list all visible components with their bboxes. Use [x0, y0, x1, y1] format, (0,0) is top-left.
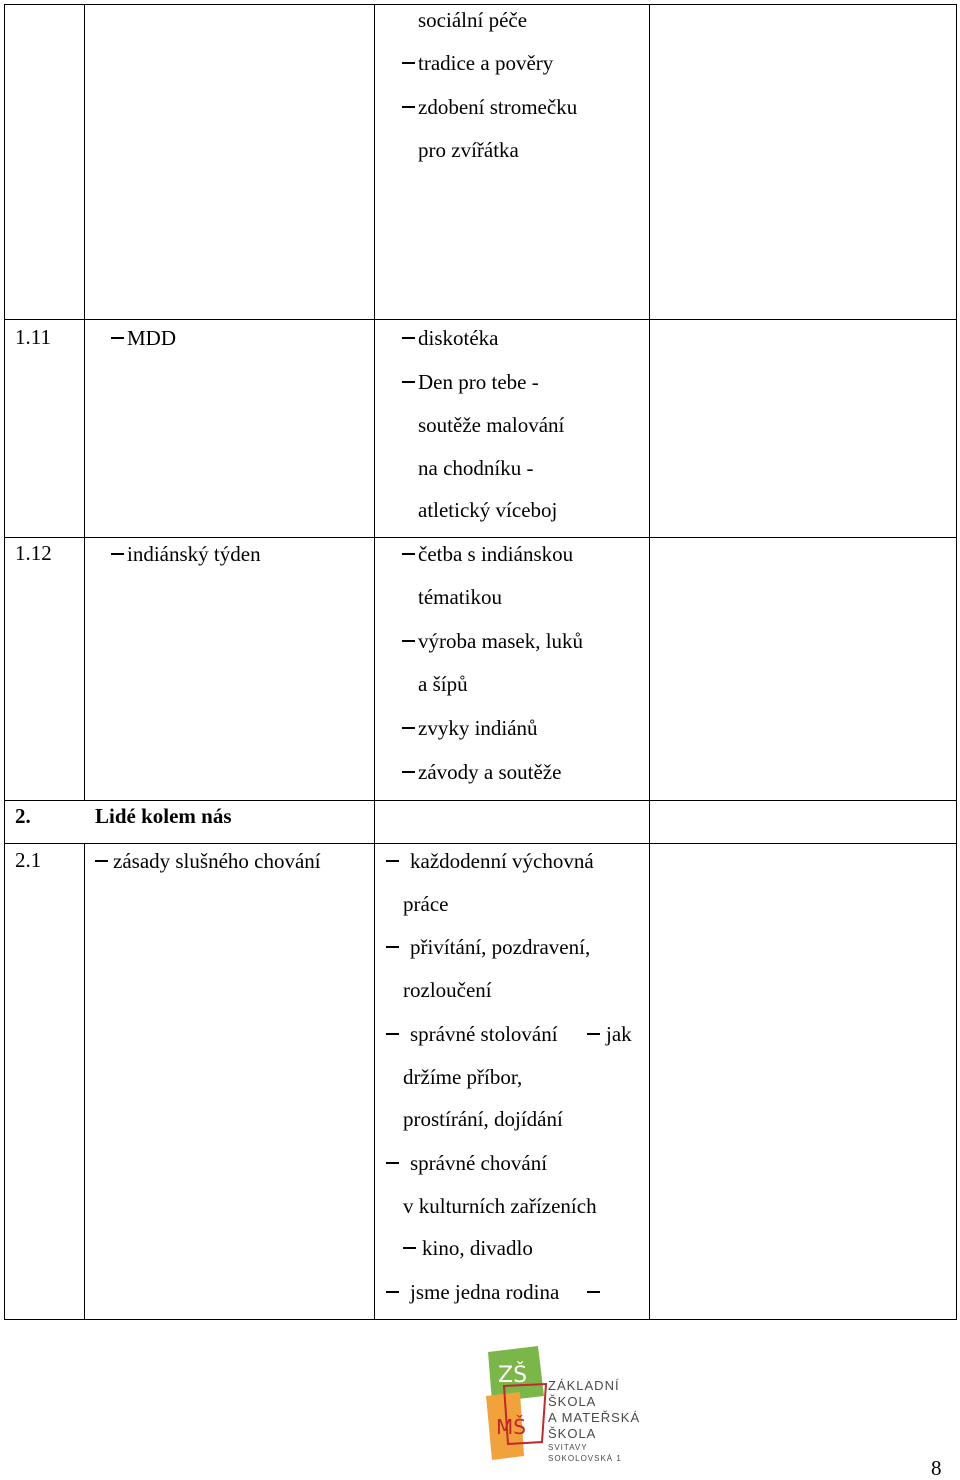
table-row-divider	[4, 800, 957, 801]
activity-item: četba s indiánskou	[418, 542, 574, 566]
logo-line: ŠKOLA	[548, 1394, 597, 1409]
table-border-bottom	[4, 1319, 957, 1320]
activity-item: atletický víceboj	[418, 498, 558, 522]
activity-item: na chodníku -	[418, 456, 534, 480]
activity-item: prostírání, dojídání	[403, 1107, 563, 1131]
dash-bullet	[95, 860, 108, 862]
row-number: 1.11	[15, 325, 51, 349]
dash-bullet	[587, 1033, 600, 1035]
activity-item: rozloučení	[403, 978, 492, 1002]
table-column-divider	[649, 4, 650, 1320]
dash-bullet	[386, 1291, 399, 1293]
activity-item: výroba masek, luků	[418, 629, 584, 653]
table-column-divider	[84, 843, 85, 1320]
logo-line: A MATEŘSKÁ	[548, 1410, 641, 1425]
logo-mark-zs: ZŠ	[498, 1363, 528, 1388]
activity-item: sociální péče	[418, 8, 528, 32]
dash-bullet	[402, 727, 415, 729]
dash-bullet	[402, 381, 415, 383]
activity-item: přivítání, pozdravení,	[410, 935, 591, 959]
logo-line: ZÁKLADNÍ	[548, 1378, 620, 1393]
logo-line: SVITAVY	[548, 1443, 588, 1452]
table-column-divider	[374, 4, 375, 1320]
table-row-divider	[4, 319, 957, 320]
dash-bullet	[111, 553, 124, 555]
table-border-right	[956, 4, 957, 1320]
dash-bullet	[386, 1162, 399, 1164]
dash-bullet	[386, 1033, 399, 1035]
topic: indiánský týden	[127, 542, 261, 566]
activity-item: správné chování	[410, 1151, 548, 1175]
activity-item: tradice a pověry	[418, 51, 554, 75]
activity-item: zvyky indiánů	[418, 716, 538, 740]
activity-item: pro zvířátka	[418, 138, 519, 162]
activity-item: každodenní výchovná	[410, 849, 594, 873]
logo-line: ŠKOLA	[548, 1426, 597, 1441]
row-number: 2.1	[15, 848, 42, 872]
topic: MDD	[127, 326, 177, 350]
logo-line: SOKOLOVSKÁ 1	[548, 1454, 622, 1463]
activity-item: zdobení stromečku	[418, 95, 578, 119]
dash-bullet	[402, 553, 415, 555]
activity-item: tématikou	[418, 585, 502, 609]
dash-bullet	[402, 106, 415, 108]
dash-bullet	[402, 640, 415, 642]
page-number: 8	[931, 1456, 942, 1480]
activity-item: diskotéka	[418, 326, 499, 350]
logo-mark-ms: MŠ	[496, 1415, 526, 1439]
row-number: 1.12	[15, 541, 52, 565]
activity-item: práce	[403, 892, 449, 916]
activity-item: soutěže malování	[418, 413, 565, 437]
dash-bullet	[111, 337, 124, 339]
dash-bullet	[403, 1247, 416, 1249]
activity-item: držíme příbor,	[403, 1065, 523, 1089]
activity-item: jak	[606, 1022, 632, 1046]
dash-bullet	[386, 860, 399, 862]
dash-bullet	[402, 62, 415, 64]
school-logo-mark	[480, 1344, 550, 1472]
dash-bullet	[402, 771, 415, 773]
table-column-divider	[84, 4, 85, 800]
dash-bullet	[386, 946, 399, 948]
table-row-divider	[4, 537, 957, 538]
section-title: Lidé kolem nás	[95, 804, 232, 828]
dash-bullet	[587, 1291, 600, 1293]
activity-item: Den pro tebe -	[418, 370, 539, 394]
activity-item: správné stolování	[410, 1022, 558, 1046]
dash-bullet	[402, 337, 415, 339]
table-border-left	[4, 4, 5, 1320]
activity-item: jsme jedna rodina	[410, 1280, 560, 1304]
table-row-divider	[4, 843, 957, 844]
activity-item: závody a soutěže	[418, 760, 562, 784]
table-border-top	[4, 4, 957, 5]
activity-item: a šípů	[418, 672, 468, 696]
section-number: 2.	[15, 804, 31, 828]
topic: zásady slušného chování	[113, 849, 321, 873]
school-logo	[480, 1344, 660, 1472]
activity-item: kino, divadlo	[422, 1236, 533, 1260]
activity-item: v kulturních zařízeních	[403, 1194, 597, 1218]
